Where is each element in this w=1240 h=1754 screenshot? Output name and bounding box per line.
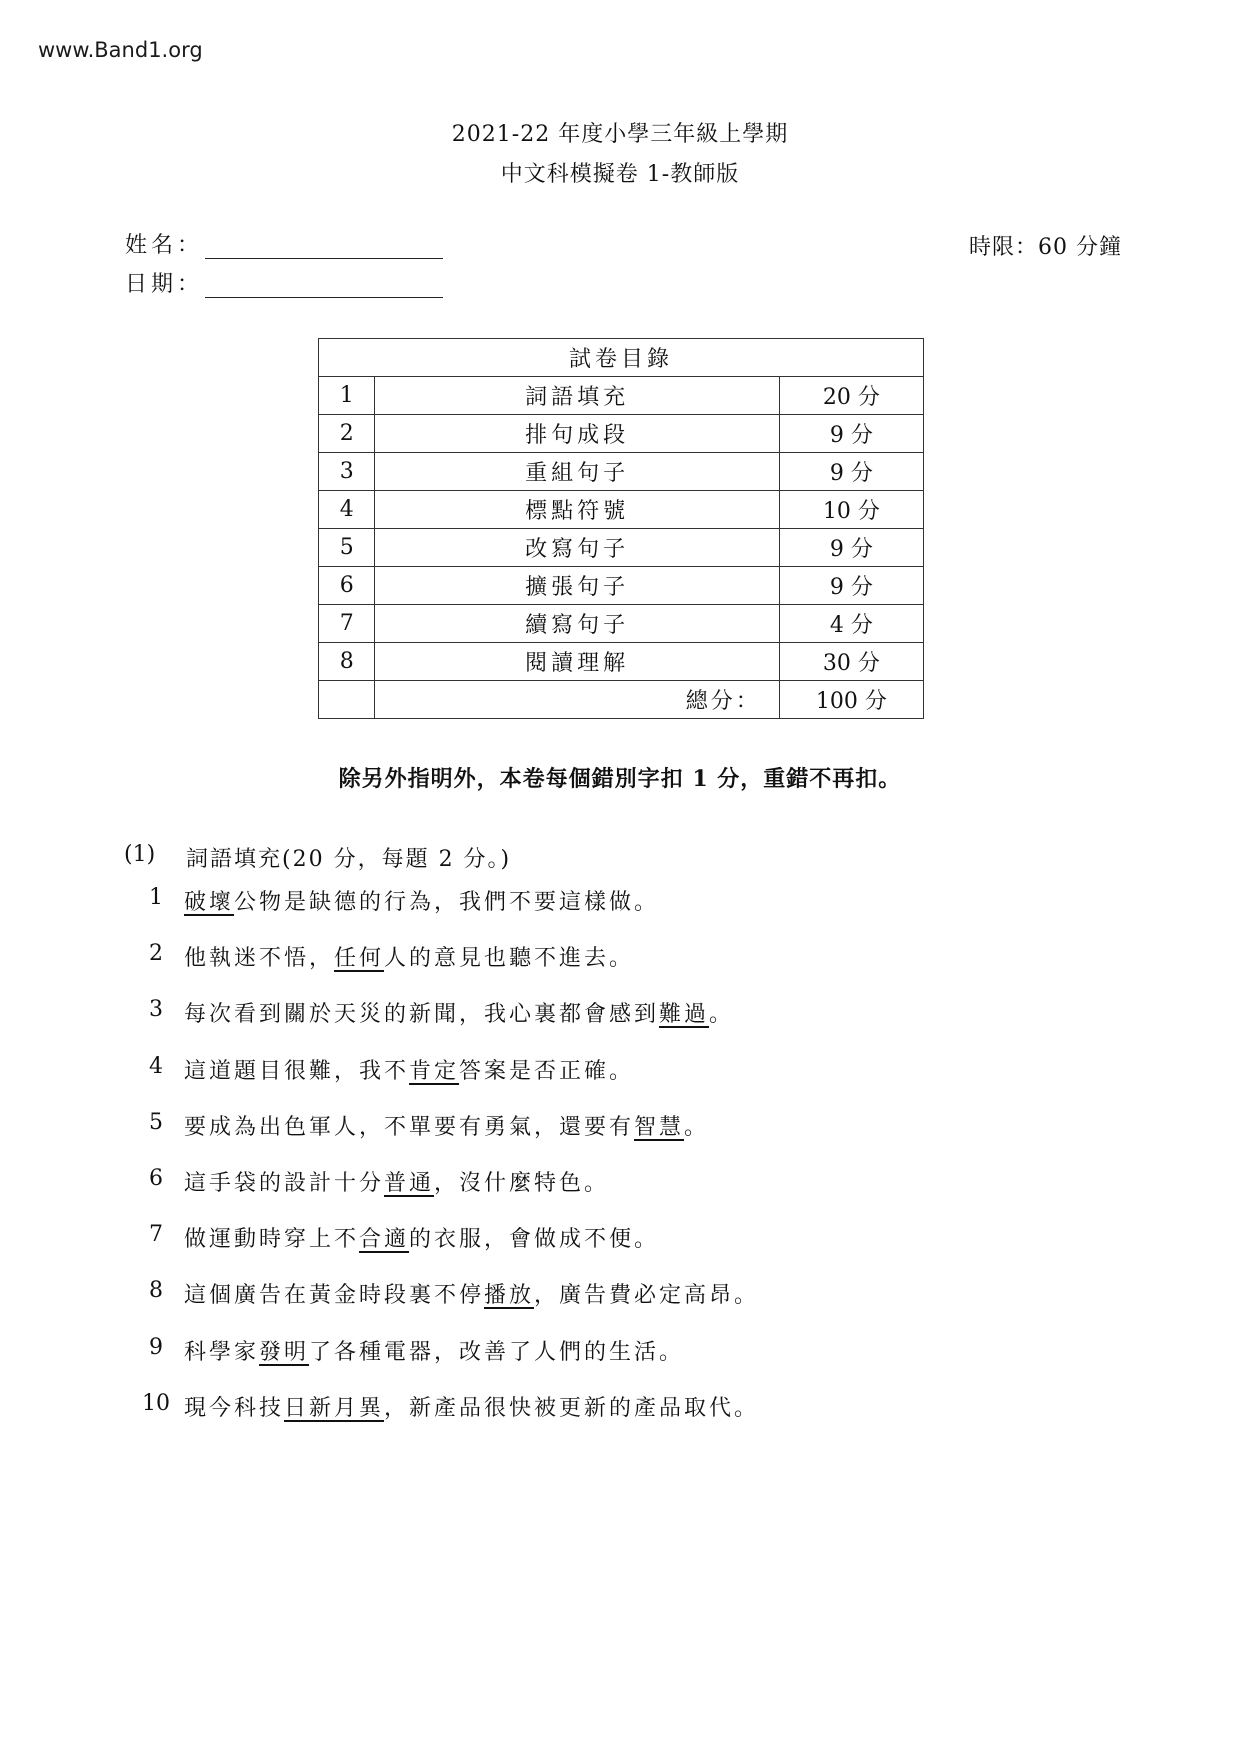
question-number: 1 <box>149 885 163 910</box>
name-label: 姓名： <box>125 233 204 258</box>
toc-score: 4 分 <box>779 605 923 643</box>
table-row <box>319 567 924 605</box>
table-row <box>319 377 924 415</box>
question-text <box>184 1166 609 1197</box>
underlined-answer: 播放 <box>484 1283 535 1309</box>
question-text-after: 答案是否正確。 <box>459 1058 635 1084</box>
toc-section: 標點符號 <box>375 491 779 529</box>
toc-score: 10 分 <box>779 491 923 529</box>
table-row <box>319 643 924 681</box>
toc-number: 1 <box>319 377 375 415</box>
question-number: 10 <box>142 1390 170 1416</box>
date-field <box>125 267 443 298</box>
toc-number: 4 <box>319 491 375 529</box>
toc-score: 20 分 <box>779 377 923 415</box>
toc-total-row <box>319 681 924 719</box>
question-number: 3 <box>149 997 163 1023</box>
part-title: 詞語填充(20 分，每題 2 分。) <box>186 847 512 872</box>
underlined-answer: 智慧 <box>634 1114 685 1140</box>
underlined-answer: 發明 <box>259 1339 310 1365</box>
question-text <box>184 1335 684 1366</box>
toc-number: 7 <box>319 605 375 643</box>
exam-title: 2021-22 年度小學三年級上學期 <box>451 122 789 147</box>
date-blank-line <box>205 271 443 298</box>
list-item <box>128 1166 759 1222</box>
time-limit: 時限：60 分鐘 <box>969 235 1122 260</box>
table-row <box>319 605 924 643</box>
name-blank-line <box>205 232 443 259</box>
question-number: 7 <box>149 1222 163 1248</box>
toc-section: 排句成段 <box>375 415 779 453</box>
question-number: 6 <box>149 1165 163 1191</box>
question-text-after: ，廣告費必定高昂。 <box>534 1283 760 1309</box>
question-text <box>184 1054 634 1085</box>
table-row <box>319 491 924 529</box>
question-text-after: 人的意見也聽不進去。 <box>384 946 635 972</box>
underlined-answer: 肯定 <box>409 1058 460 1084</box>
question-text <box>184 1278 759 1309</box>
question-number: 4 <box>149 1053 163 1079</box>
toc-title: 試卷目錄 <box>319 339 924 377</box>
part-number: (1) <box>124 842 156 867</box>
date-label: 日期： <box>125 272 204 297</box>
question-text-before: 他執迷不悟， <box>184 946 335 972</box>
toc-number: 5 <box>319 529 375 567</box>
question-text-after: 。 <box>684 1114 710 1140</box>
toc-section: 改寫句子 <box>375 529 779 567</box>
question-number: 5 <box>149 1109 163 1135</box>
toc-score: 9 分 <box>779 529 923 567</box>
list-item <box>128 1391 759 1447</box>
toc-section: 重組句子 <box>375 453 779 491</box>
toc-score: 9 分 <box>779 415 923 453</box>
question-text-after: ，沒什麼特色。 <box>434 1170 610 1196</box>
question-text <box>184 1110 709 1141</box>
list-item <box>128 1054 759 1110</box>
deduction-notice: 除另外指明外，本卷每個錯別字扣 1 分，重錯不再扣。 <box>338 766 902 792</box>
list-item <box>128 1110 759 1166</box>
toc-section: 擴張句子 <box>375 567 779 605</box>
question-text <box>184 1391 759 1422</box>
toc-header-row <box>319 339 924 377</box>
question-list <box>128 885 759 1447</box>
question-text-before: 每次看到關於天災的新聞，我心裏都會感到 <box>184 1002 660 1028</box>
question-text-after: ，新產品很快被更新的產品取代。 <box>384 1395 760 1421</box>
list-item <box>128 941 759 997</box>
toc-number: 2 <box>319 415 375 453</box>
question-text-before: 這個廣告在黃金時段裏不停 <box>184 1283 485 1309</box>
toc-section: 閱讀理解 <box>375 643 779 681</box>
toc-total-label: 總分： <box>375 681 779 719</box>
question-text-before: 這道題目很難，我不 <box>184 1058 410 1084</box>
question-text-before: 要成為出色軍人，不單要有勇氣，還要有 <box>184 1114 635 1140</box>
list-item <box>128 997 759 1053</box>
underlined-answer: 普通 <box>384 1170 435 1196</box>
question-number: 8 <box>149 1278 163 1304</box>
toc-score: 9 分 <box>779 453 923 491</box>
underlined-answer: 任何 <box>334 946 385 972</box>
underlined-answer: 合適 <box>359 1227 410 1253</box>
list-item <box>128 1222 759 1278</box>
toc-score: 30 分 <box>779 643 923 681</box>
exam-subtitle: 中文科模擬卷 1-教師版 <box>500 162 740 187</box>
toc-score: 9 分 <box>779 567 923 605</box>
question-text-before: 科學家 <box>184 1339 260 1365</box>
table-row <box>319 529 924 567</box>
question-text-after: 。 <box>709 1002 735 1028</box>
question-text-before: 這手袋的設計十分 <box>184 1170 385 1196</box>
toc-section: 詞語填充 <box>375 377 779 415</box>
question-text-after: 了各種電器，改善了人們的生活。 <box>309 1339 685 1365</box>
table-row <box>319 415 924 453</box>
table-row <box>319 453 924 491</box>
toc-number: 3 <box>319 453 375 491</box>
question-text-after: 公物是缺德的行為，我們不要這樣做。 <box>234 890 660 915</box>
list-item <box>128 885 759 941</box>
list-item <box>128 1278 759 1334</box>
question-text <box>184 885 659 916</box>
list-item <box>128 1335 759 1391</box>
toc-number: 8 <box>319 643 375 681</box>
toc-number: 6 <box>319 567 375 605</box>
question-text-before: 做運動時穿上不 <box>184 1227 360 1253</box>
question-number: 2 <box>149 941 163 967</box>
underlined-answer: 日新月異 <box>284 1395 385 1421</box>
part-heading <box>124 842 511 873</box>
question-text <box>184 997 734 1028</box>
toc-total-score: 100 分 <box>779 681 923 719</box>
question-text-before: 現今科技 <box>184 1395 285 1421</box>
question-number: 9 <box>149 1334 163 1360</box>
question-text-after: 的衣服，會做成不便。 <box>409 1227 660 1253</box>
site-url: www.Band1.org <box>38 38 203 62</box>
underlined-answer: 難過 <box>659 1002 710 1028</box>
question-text <box>184 1222 659 1253</box>
toc-empty-cell <box>319 681 375 719</box>
question-text <box>184 941 634 972</box>
toc-section: 續寫句子 <box>375 605 779 643</box>
underlined-answer: 破壞 <box>184 890 235 915</box>
name-field <box>125 228 443 259</box>
table-of-contents <box>318 338 924 719</box>
